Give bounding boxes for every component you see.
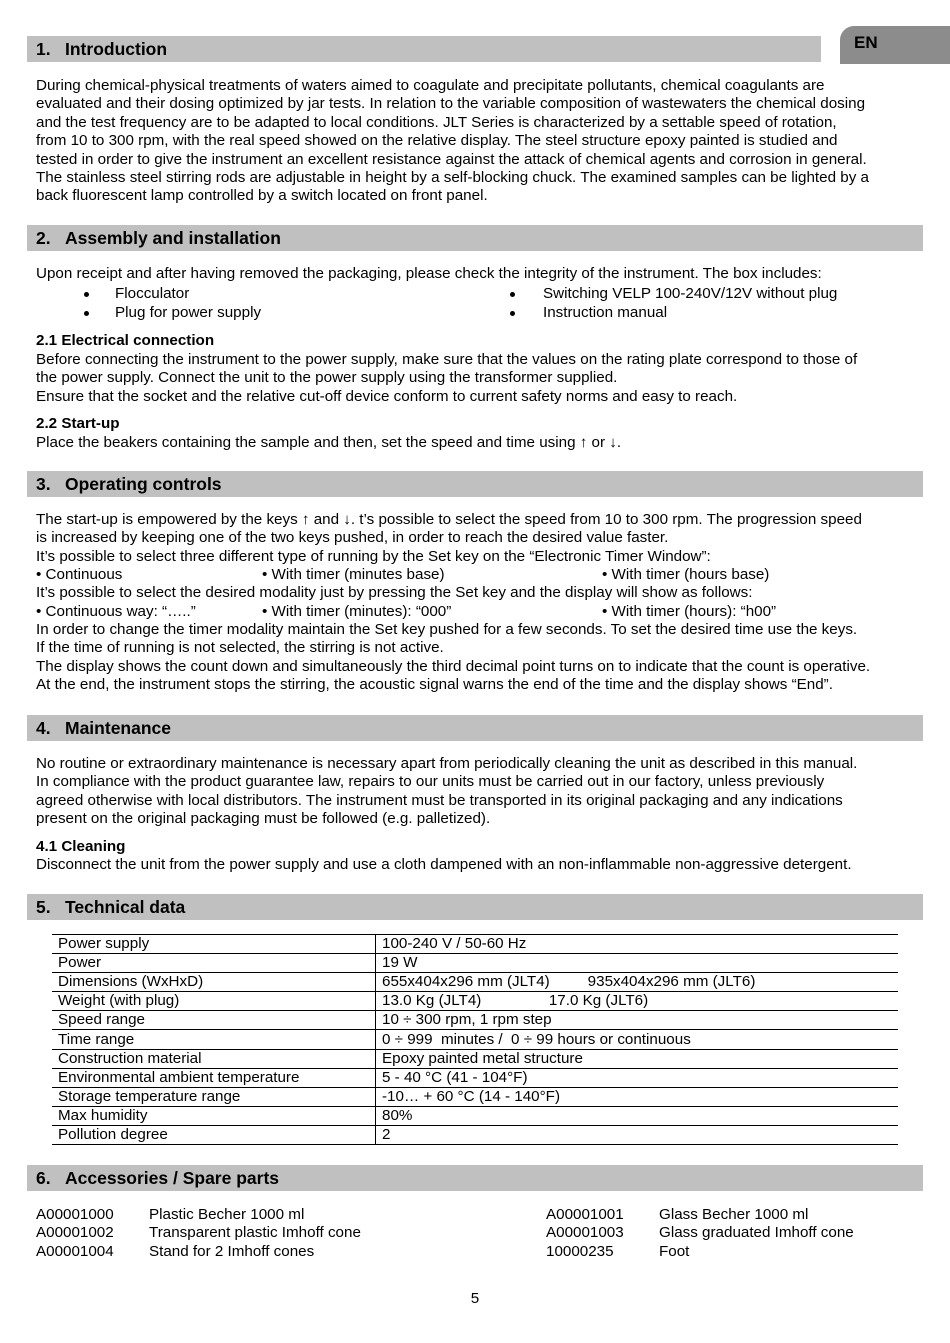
bullet-icon — [84, 311, 89, 316]
text-line: Ensure that the socket and the relative cut-off device conform to current safety norms and easy to reach. — [36, 387, 738, 405]
technical-data-row — [52, 1106, 898, 1125]
technical-data-value: 0 ÷ 999 minutes / 0 ÷ 99 hours or continuous — [376, 1030, 899, 1049]
accessory-code: 10000235 — [546, 1242, 614, 1260]
technical-data-key: Weight (with plug) — [52, 992, 376, 1011]
display-hours: • With timer (hours): “h00” — [602, 603, 777, 620]
section-number: 3. — [36, 474, 51, 494]
technical-data-row — [52, 1087, 898, 1106]
technical-data-key: Construction material — [52, 1049, 376, 1068]
operating-paragraph — [36, 511, 913, 566]
technical-data-value: 10 ÷ 300 rpm, 1 rpm step — [376, 1011, 899, 1030]
technical-data-key: Max humidity — [52, 1106, 376, 1125]
technical-data-row — [52, 1068, 898, 1087]
technical-data-value: 13.0 Kg (JLT4) 17.0 Kg (JLT6) — [376, 992, 899, 1011]
bullet-icon — [510, 292, 515, 297]
bullet-icon — [510, 311, 515, 316]
bullet-icon — [84, 292, 89, 297]
section-heading-introduction — [27, 36, 821, 62]
text-line: present on the original packaging must be followed (e.g. palletized). — [36, 810, 491, 828]
operating-paragraph-after — [36, 621, 913, 695]
section-title: Assembly and installation — [65, 228, 281, 248]
startup-paragraph: Place the beakers containing the sample and then, set the speed and time using ↑ or ↓. — [36, 434, 622, 451]
box-item-label: Plug for power supply — [115, 304, 262, 321]
mode-minutes: • With timer (minutes base) — [262, 566, 445, 583]
technical-data-value: 2 — [376, 1125, 899, 1144]
section-title: Accessories / Spare parts — [65, 1168, 280, 1188]
language-tab: EN — [840, 26, 950, 64]
technical-data-key: Pollution degree — [52, 1125, 376, 1144]
technical-data-value: 19 W — [376, 954, 899, 973]
technical-data-key: Speed range — [52, 1011, 376, 1030]
section-number: 5. — [36, 897, 51, 917]
section-heading-technical — [27, 894, 923, 920]
section-title: Maintenance — [65, 718, 171, 738]
mode-hours: • With timer (hours base) — [602, 566, 770, 583]
accessory-code: A00001004 — [36, 1242, 114, 1260]
section-number: 2. — [36, 228, 51, 248]
technical-data-key: Power supply — [52, 935, 376, 954]
technical-data-key: Dimensions (WxHxD) — [52, 973, 376, 992]
technical-data-table — [52, 934, 898, 1145]
technical-data-row — [52, 973, 898, 992]
section-heading-maintenance — [27, 715, 923, 741]
text-line: In compliance with the product guarantee law, repairs to our units must be carried out in our factory, unless previously — [36, 773, 825, 791]
technical-data-value: 80% — [376, 1106, 899, 1125]
text-line: agreed otherwise with local distributors. The instrument must be transported in its original packaging and any indications — [36, 791, 843, 809]
accessory-description: Foot — [659, 1242, 690, 1260]
technical-data-row — [52, 1011, 898, 1030]
text-line: is increased by keeping one of the two keys pushed, in order to reach the desired value faster. — [36, 529, 669, 547]
section-title: Operating controls — [65, 474, 222, 494]
technical-data-key: Power — [52, 954, 376, 973]
accessory-description: Transparent plastic Imhoff cone — [149, 1224, 361, 1242]
display-continuous: • Continuous way: “…..” — [36, 603, 196, 620]
technical-data-value: 5 - 40 °C (41 - 104°F) — [376, 1068, 899, 1087]
modality-line: It’s possible to select the desired modality just by pressing the Set key and the display will show as follows: — [36, 584, 753, 601]
technical-data-row — [52, 954, 898, 973]
technical-data-row — [52, 1049, 898, 1068]
section-heading-accessories — [27, 1165, 923, 1191]
text-line: At the end, the instrument stops the stirring, the acoustic signal warns the end of the time and the display shows “End”. — [36, 676, 833, 694]
technical-data-value: 100-240 V / 50-60 Hz — [376, 935, 899, 954]
accessory-code: A00001002 — [36, 1224, 114, 1242]
text-line: back fluorescent lamp controlled by a switch located on front panel. — [36, 187, 488, 205]
text-line: tested in order to give the instrument an excellent resistance against the attack of chemical agents and corrosion in general. — [36, 150, 867, 168]
text-line: If the time of running is not selected, the stirring is not active. — [36, 639, 444, 657]
page-number: 5 — [470, 1290, 480, 1307]
technical-data-row — [52, 1125, 898, 1144]
section-title: Technical data — [65, 897, 186, 917]
text-line: No routine or extraordinary maintenance is necessary apart from periodically cleaning the unit as described in this manual. — [36, 755, 858, 772]
text-line: In order to change the timer modality maintain the Set key pushed for a few seconds. To set the desired time use the keys. — [36, 621, 858, 638]
technical-data-row — [52, 935, 898, 954]
technical-data-value: -10… + 60 °C (14 - 140°F) — [376, 1087, 899, 1106]
text-line: The start-up is empowered by the keys ↑ and ↓. t’s possible to select the speed from 10 to 300 rpm. The progression speed — [36, 511, 862, 528]
technical-data-row — [52, 1030, 898, 1049]
section-heading-operating — [27, 471, 923, 497]
assembly-intro: Upon receipt and after having removed the packaging, please check the integrity of the instrument. The box includes: — [36, 265, 822, 282]
subsection-title-electrical: 2.1 Electrical connection — [36, 332, 215, 349]
text-line: The display shows the count down and simultaneously the third decimal point turns on to indicate that the count is operative. — [36, 657, 871, 675]
accessory-code: A00001001 — [546, 1206, 624, 1223]
maintenance-paragraph — [36, 755, 913, 829]
text-line: from 10 to 300 rpm, with the real speed showed on the relative display. The steel structure epoxy painted is studied and — [36, 132, 838, 150]
technical-data-row — [52, 992, 898, 1011]
mode-continuous: • Continuous — [36, 566, 123, 583]
technical-data-value: 655x404x296 mm (JLT4) 935x404x296 mm (JLT6) — [376, 973, 899, 992]
text-line: the power supply. Connect the unit to the power supply using the transformer supplied. — [36, 369, 618, 387]
accessory-description: Stand for 2 Imhoff cones — [149, 1242, 315, 1260]
text-line: The stainless steel stirring rods are adjustable in height by a self-blocking chuck. The examined samples can be lighted by a — [36, 169, 869, 187]
accessory-code: A00001003 — [546, 1224, 624, 1242]
section-heading-assembly — [27, 225, 923, 251]
technical-data-key: Time range — [52, 1030, 376, 1049]
subsection-title-cleaning: 4.1 Cleaning — [36, 838, 126, 855]
accessory-description: Plastic Becher 1000 ml — [149, 1206, 305, 1223]
text-line: It’s possible to select three different type of running by the Set key on the “Electronic Timer Window”: — [36, 547, 711, 565]
text-line: evaluated and their dosing optimized by jar tests. In relation to the variable composition of wastewaters the chemical dosing — [36, 95, 866, 113]
technical-data-key: Environmental ambient temperature — [52, 1068, 376, 1087]
introduction-paragraph — [36, 77, 913, 206]
accessory-description: Glass graduated Imhoff cone — [659, 1224, 854, 1242]
box-item-label: Switching VELP 100-240V/12V without plug — [543, 285, 838, 302]
text-line: and the test frequency are to be adapted to local conditions. JLT Series is characterized by a settable speed of rotation, — [36, 113, 837, 131]
subsection-title-startup: 2.2 Start-up — [36, 415, 120, 432]
section-number: 1. — [36, 39, 51, 59]
cleaning-paragraph: Disconnect the unit from the power supply and use a cloth dampened with an non-inflammable non-aggressive detergent. — [36, 856, 852, 873]
section-number: 4. — [36, 718, 51, 738]
electrical-paragraph — [36, 351, 913, 406]
section-title: Introduction — [65, 39, 168, 59]
technical-data-value: Epoxy painted metal structure — [376, 1049, 899, 1068]
text-line: Before connecting the instrument to the power supply, make sure that the values on the rating plate correspond to those of — [36, 351, 858, 368]
accessory-description: Glass Becher 1000 ml — [659, 1206, 809, 1223]
text-line: During chemical-physical treatments of waters aimed to coagulate and precipitate pollutants, chemical coagulants are — [36, 77, 825, 94]
technical-data-key: Storage temperature range — [52, 1087, 376, 1106]
section-number: 6. — [36, 1168, 51, 1188]
box-item-label: Flocculator — [115, 285, 190, 302]
display-minutes: • With timer (minutes): “000” — [262, 603, 452, 620]
accessory-code: A00001000 — [36, 1206, 114, 1223]
box-item-label: Instruction manual — [543, 304, 668, 321]
